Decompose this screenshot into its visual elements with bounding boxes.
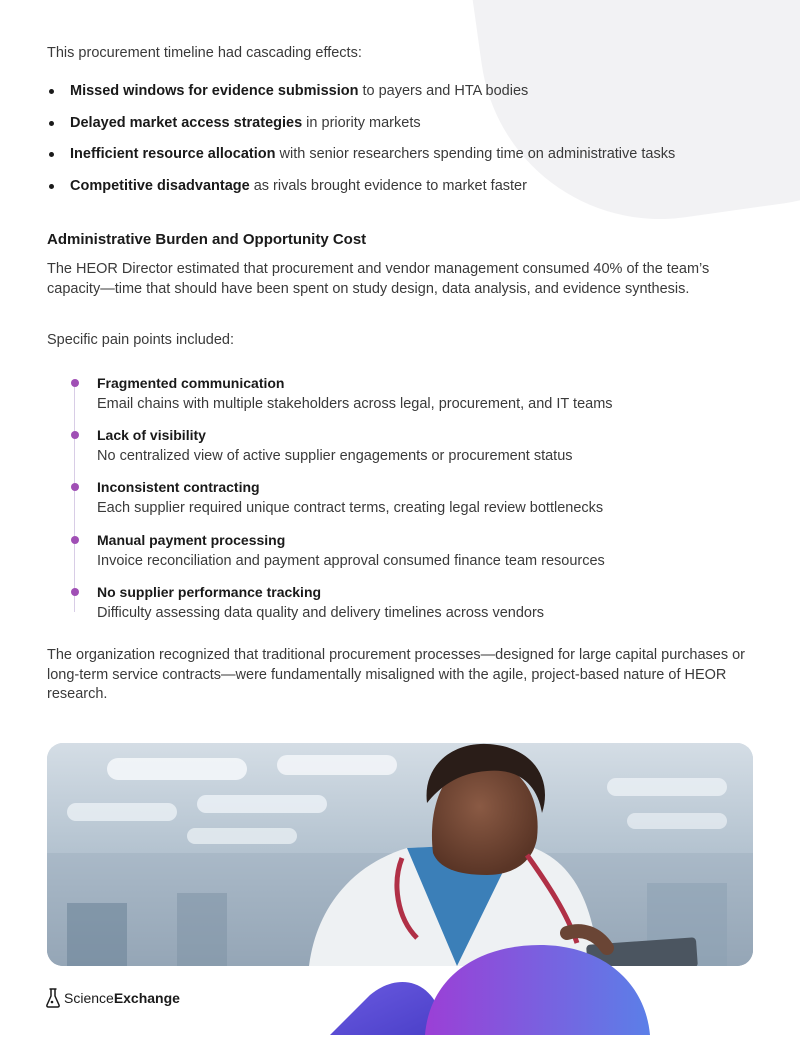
bullet-icon [49,121,54,126]
list-item [47,145,675,177]
effect-title: Missed windows for evidence submission [70,83,359,99]
pain-point-title: No supplier performance tracking [97,584,322,600]
paragraph: The organization recognized that traditional procurement processes—designed for large capital purchases or long-term service contracts—were fundamentally misaligned with the agile, project-based nature of HEOR research. [47,647,746,702]
list-item [47,82,675,114]
timeline-dot-icon [71,379,79,387]
pain-points-intro: Specific pain points included: [47,332,235,348]
decorative-gradient-shapes [330,940,660,1060]
list-item [47,177,675,209]
logo-part2: Exchange [113,990,180,1006]
pain-point-title: Inconsistent contracting [97,479,260,495]
effect-text: to payers and HTA bodies [358,83,529,99]
doctor-photo [47,743,753,966]
pain-point-description: No centralized view of active supplier engagements or procurement status [97,448,573,464]
logo-wordmark [64,990,180,1006]
effect-title: Competitive disadvantage [70,177,250,194]
effect-title: Inefficient resource allocation [70,146,276,162]
paragraph: The HEOR Director estimated that procurement and vendor management consumed 40% of the team’s capacity—time that should have been spent on study design, data analysis, and evidence synthesis. [47,261,710,297]
bullet-icon [49,184,54,189]
pain-point-title: Lack of visibility [97,427,206,443]
flask-icon [46,988,60,1008]
effect-text: in priority markets [302,114,421,131]
timeline-dot-icon [71,483,79,491]
timeline-line [74,380,75,612]
doctor-photo-illustration [47,743,753,966]
pain-point-description: Each supplier required unique contract terms, creating legal review bottlenecks [97,500,604,516]
section-heading: Administrative Burden and Opportunity Cost [47,231,367,248]
timeline-dot-icon [71,588,79,596]
intro-text: This procurement timeline had cascading effects: [47,45,362,61]
bullet-icon [49,89,54,94]
bullet-icon [49,152,54,157]
science-exchange-logo [46,988,180,1008]
timeline-dot-icon [71,431,79,439]
effect-text: as rivals brought evidence to market faster [249,177,527,194]
pain-point-description: Difficulty assessing data quality and delivery timelines across vendors [97,605,545,621]
effects-list [47,82,675,208]
logo-part1: Science [64,990,114,1006]
pain-point-description: Invoice reconciliation and payment approval consumed finance team resources [97,553,605,569]
list-item [47,114,675,146]
effect-title: Delayed market access strategies [70,114,303,131]
effect-text: with senior researchers spending time on administrative tasks [275,146,676,162]
timeline-dot-icon [71,536,79,544]
pain-point-title: Manual payment processing [97,532,286,548]
pain-point-description: Email chains with multiple stakeholders across legal, procurement, and IT teams [97,396,613,412]
pain-point-title: Fragmented communication [97,375,285,391]
